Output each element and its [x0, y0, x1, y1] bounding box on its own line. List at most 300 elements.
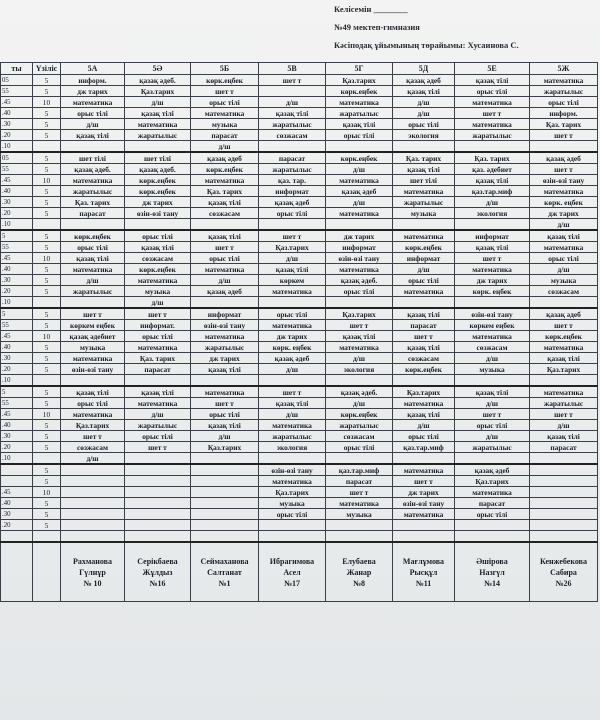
lesson-row [1, 520, 598, 531]
lesson-cell: шет т [259, 230, 326, 242]
column-header: Үзіліс [33, 63, 61, 75]
lesson-cell [455, 297, 530, 309]
lesson-cell [61, 141, 125, 153]
time-cell: .10 [1, 141, 33, 153]
break-cell: 5 [33, 320, 61, 331]
lesson-cell: Қаз. тарих [191, 186, 259, 197]
lesson-cell: шет т [125, 308, 191, 320]
lesson-cell: көрк.еңбек [326, 86, 393, 97]
lesson-cell: д/ш [455, 197, 530, 208]
lesson-cell [530, 141, 598, 153]
lesson-cell [530, 498, 598, 509]
lesson-cell: д/ш [326, 398, 393, 409]
lesson-row [1, 230, 598, 242]
lesson-cell: музыка [259, 498, 326, 509]
lesson-cell [191, 498, 259, 509]
break-cell: 5 [33, 364, 61, 375]
lesson-cell: жаратылыс [259, 119, 326, 130]
lesson-row [1, 342, 598, 353]
lesson-cell: Қаз.тарих [61, 420, 125, 431]
lesson-cell: қазақ тілі [455, 386, 530, 398]
teacher-last: Салтанат [207, 567, 242, 577]
lesson-cell [259, 219, 326, 231]
lesson-cell: дж тарих [530, 208, 598, 219]
lesson-cell: математика [393, 230, 455, 242]
lesson-cell: қазақ әдеб. [326, 386, 393, 398]
lesson-cell: көрк.еңбек [191, 164, 259, 175]
lesson-cell: қазақ тілі [191, 364, 259, 375]
lesson-cell: Қаз. тарих [393, 152, 455, 164]
lesson-cell: қазақ тілі [191, 420, 259, 431]
lesson-cell: жаратылыс [393, 197, 455, 208]
teacher-last: Гүлнұр [79, 567, 106, 577]
lesson-cell: д/ш [125, 409, 191, 420]
lesson-cell: математика [191, 175, 259, 186]
lesson-cell: қазақ тілі [455, 175, 530, 186]
time-cell: .40 [1, 498, 33, 509]
break-cell: 10 [33, 97, 61, 108]
lesson-cell: орыс тілі [530, 253, 598, 264]
lesson-cell [61, 464, 125, 476]
time-cell: .20 [1, 364, 33, 375]
lesson-row [1, 164, 598, 175]
break-cell: 5 [33, 353, 61, 364]
teacher-first: Рахманова [72, 556, 112, 566]
lesson-cell: сөзжасам [326, 431, 393, 442]
lesson-cell: математика [125, 398, 191, 409]
lesson-cell [393, 219, 455, 231]
teacher-first: Мағлұмова [402, 556, 445, 566]
empty-cell [1, 542, 33, 602]
lesson-row [1, 375, 598, 387]
lesson-cell: дж тарих [326, 230, 393, 242]
lesson-cell: орыс тілі [393, 431, 455, 442]
lesson-cell: д/ш [455, 353, 530, 364]
lesson-cell [61, 375, 125, 387]
lesson-cell: музыка [191, 119, 259, 130]
time-cell: 55 [1, 164, 33, 175]
lesson-cell: шет т [191, 86, 259, 97]
lesson-cell: д/ш [191, 431, 259, 442]
lesson-cell: информат [259, 186, 326, 197]
time-cell: .10 [1, 453, 33, 465]
lesson-cell: информат [191, 308, 259, 320]
lesson-cell: қазақ әдеб [259, 197, 326, 208]
break-cell: 5 [33, 342, 61, 353]
lesson-cell: шет т [455, 409, 530, 420]
teacher-first: Серікбаева [137, 556, 178, 566]
time-cell: 05 [1, 75, 33, 86]
lesson-cell: жаратылыс [61, 186, 125, 197]
lesson-cell: қазақ тілі [61, 130, 125, 141]
lesson-cell: көркем еңбек [455, 320, 530, 331]
lesson-cell: қазақ тілі [455, 242, 530, 253]
lesson-cell [191, 509, 259, 520]
lesson-cell: д/ш [326, 164, 393, 175]
lesson-row [1, 531, 598, 543]
lesson-cell: орыс тілі [259, 208, 326, 219]
lesson-row [1, 353, 598, 364]
lesson-row [1, 442, 598, 453]
lesson-cell: орыс тілі [326, 286, 393, 297]
lesson-cell: орыс тілі [191, 409, 259, 420]
lesson-cell [125, 509, 191, 520]
teacher-cell [259, 542, 326, 602]
lesson-cell: Қаз.тарих [393, 386, 455, 398]
lesson-cell: шет т [191, 398, 259, 409]
lesson-cell: қазақ тілі [393, 308, 455, 320]
break-cell [33, 297, 61, 309]
lesson-cell: д/ш [455, 431, 530, 442]
lesson-row [1, 275, 598, 286]
lesson-cell [455, 520, 530, 531]
lesson-cell: сөзжасам [191, 208, 259, 219]
lesson-cell: математика [259, 420, 326, 431]
lesson-cell [191, 375, 259, 387]
lesson-cell: экология [393, 130, 455, 141]
lesson-cell: шет т [191, 242, 259, 253]
time-cell: .45 [1, 97, 33, 108]
lesson-cell: шет т [530, 320, 598, 331]
break-cell [33, 141, 61, 153]
break-cell: 5 [33, 476, 61, 487]
lesson-cell: музыка [530, 275, 598, 286]
lesson-cell [530, 464, 598, 476]
lesson-cell: өзін-өзі тану [61, 364, 125, 375]
school-name: №49 мектеп-гимназия [334, 22, 420, 32]
lesson-cell: д/ш [393, 264, 455, 275]
break-cell: 5 [33, 431, 61, 442]
lesson-cell: информ. [61, 75, 125, 86]
lesson-cell: жаратылыс [259, 431, 326, 442]
teacher-room: №16 [149, 578, 166, 588]
lesson-cell: Қаз.тарих [455, 476, 530, 487]
time-cell: .20 [1, 130, 33, 141]
time-cell: .30 [1, 275, 33, 286]
break-cell [33, 453, 61, 465]
lesson-row [1, 186, 598, 197]
lesson-cell: көрк.еңбек [125, 264, 191, 275]
lesson-cell: Қаз.тарих [125, 86, 191, 97]
break-cell: 5 [33, 208, 61, 219]
lesson-cell: орыс тілі [326, 130, 393, 141]
lesson-cell: д/ш [191, 275, 259, 286]
lesson-cell: сөзжасам [259, 130, 326, 141]
lesson-cell: көрк.еңбек [61, 230, 125, 242]
break-cell: 5 [33, 286, 61, 297]
lesson-cell: экология [326, 364, 393, 375]
lesson-cell: парасат [393, 320, 455, 331]
time-cell: .10 [1, 297, 33, 309]
lesson-cell: қазақ әдеб. [125, 75, 191, 86]
lesson-cell [455, 219, 530, 231]
lesson-cell [326, 375, 393, 387]
break-cell: 10 [33, 409, 61, 420]
lesson-cell: музыка [326, 509, 393, 520]
break-cell: 5 [33, 386, 61, 398]
column-header: 5Ә [125, 63, 191, 75]
lesson-cell: қаз. әдебиет [455, 164, 530, 175]
lesson-cell: орыс тілі [125, 230, 191, 242]
time-cell: 5 [1, 386, 33, 398]
lesson-cell: жаратылыс [191, 342, 259, 353]
time-cell: .30 [1, 119, 33, 130]
empty-cell [33, 542, 61, 602]
lesson-cell: математика [530, 342, 598, 353]
lesson-cell: д/ш [530, 264, 598, 275]
lesson-row [1, 108, 598, 119]
lesson-cell [125, 531, 191, 543]
break-cell [33, 531, 61, 543]
lesson-cell: қазақ тілі [393, 342, 455, 353]
teacher-cell [455, 542, 530, 602]
lesson-cell: қазақ тілі [259, 108, 326, 119]
lesson-cell: қазақ әдеб [393, 75, 455, 86]
lesson-row [1, 398, 598, 409]
lesson-cell: д/ш [125, 297, 191, 309]
lesson-cell: көрк.еңбек [125, 186, 191, 197]
lesson-cell: қазақ әдеб. [61, 164, 125, 175]
teacher-last: Жұлдыз [142, 567, 173, 577]
lesson-cell: орыс тілі [61, 242, 125, 253]
time-cell: .30 [1, 353, 33, 364]
lesson-cell: Қаз.тарих [191, 442, 259, 453]
lesson-cell [191, 453, 259, 465]
lesson-cell: д/ш [125, 97, 191, 108]
lesson-cell [393, 141, 455, 153]
lesson-cell [125, 219, 191, 231]
lesson-cell: дж тарих [125, 197, 191, 208]
teacher-last: Асел [283, 567, 301, 577]
lesson-cell: музыка [61, 342, 125, 353]
lesson-cell: д/ш [61, 275, 125, 286]
union-chair: Кәсіподақ ұйымының төрайымы: Хусаинова С. [334, 40, 519, 50]
teacher-first: Ибрагимова [269, 556, 315, 566]
column-header: 5А [61, 63, 125, 75]
lesson-cell: қазақ тілі [125, 108, 191, 119]
lesson-cell [61, 297, 125, 309]
lesson-cell [259, 86, 326, 97]
lesson-cell: орыс тілі [259, 509, 326, 520]
lesson-cell: қаз. тар. [259, 175, 326, 186]
lesson-cell [125, 375, 191, 387]
lesson-cell [125, 464, 191, 476]
time-cell [1, 464, 33, 476]
lesson-cell: математика [125, 119, 191, 130]
break-cell: 10 [33, 331, 61, 342]
lesson-cell [191, 297, 259, 309]
lesson-cell: математика [326, 264, 393, 275]
teacher-last: Назгүл [479, 567, 505, 577]
lesson-row [1, 197, 598, 208]
time-cell: 55 [1, 86, 33, 97]
lesson-cell: математика [326, 498, 393, 509]
break-cell: 5 [33, 197, 61, 208]
break-cell: 5 [33, 509, 61, 520]
lesson-cell: парасат [530, 442, 598, 453]
break-cell: 5 [33, 230, 61, 242]
lesson-row [1, 242, 598, 253]
lesson-cell [455, 375, 530, 387]
lesson-row [1, 364, 598, 375]
lesson-cell: орыс тілі [455, 420, 530, 431]
lesson-cell: өзін-өзі тану [191, 320, 259, 331]
time-cell: .30 [1, 509, 33, 520]
lesson-cell [326, 520, 393, 531]
lesson-cell: қаз.тар.миф [393, 442, 455, 453]
lesson-cell: көрк.еңбек [393, 364, 455, 375]
teacher-last: Рысқұл [409, 567, 438, 577]
time-cell: .20 [1, 520, 33, 531]
lesson-cell: орыс тілі [326, 442, 393, 453]
lesson-cell: информат [455, 230, 530, 242]
teacher-last: Сабира [550, 567, 577, 577]
break-cell: 5 [33, 75, 61, 86]
lesson-cell: жаратылыс [259, 164, 326, 175]
break-cell: 10 [33, 487, 61, 498]
lesson-cell: дж тарих [393, 487, 455, 498]
lesson-cell: шет т [530, 164, 598, 175]
lesson-cell: дж тарих [61, 86, 125, 97]
lesson-cell: қаз.тар.миф [455, 186, 530, 197]
lesson-cell: математика [455, 487, 530, 498]
column-header: 5Ж [530, 63, 598, 75]
time-cell: .45 [1, 409, 33, 420]
lesson-cell [326, 219, 393, 231]
break-cell: 5 [33, 498, 61, 509]
lesson-cell: парасат [326, 476, 393, 487]
lesson-cell: сөзжасам [393, 353, 455, 364]
lesson-cell: көрк.еңбек [326, 409, 393, 420]
lesson-cell: қазақ тілі [326, 331, 393, 342]
teacher-room: №1 [218, 578, 231, 588]
break-cell: 5 [33, 130, 61, 141]
lesson-cell: орыс тілі [125, 431, 191, 442]
lesson-cell: қазақ тілі [61, 386, 125, 398]
lesson-cell: қазақ тілі [393, 409, 455, 420]
lesson-cell: математика [125, 342, 191, 353]
lesson-cell: қазақ тілі [530, 431, 598, 442]
teacher-room: № 10 [83, 578, 102, 588]
lesson-cell: математика [326, 97, 393, 108]
lesson-cell: Қаз.тарих [259, 487, 326, 498]
lesson-cell [530, 531, 598, 543]
lesson-cell: қазақ тілі [61, 253, 125, 264]
lesson-cell: математика [191, 331, 259, 342]
lesson-cell [125, 453, 191, 465]
lesson-cell: математика [259, 476, 326, 487]
lesson-cell: қазақ тілі [393, 86, 455, 97]
break-cell: 5 [33, 119, 61, 130]
lesson-cell [455, 453, 530, 465]
lesson-cell: д/ш [259, 409, 326, 420]
lesson-row [1, 152, 598, 164]
teacher-cell [530, 542, 598, 602]
time-cell: .45 [1, 331, 33, 342]
timetable [0, 62, 598, 602]
lesson-cell: сөзжасам [61, 442, 125, 453]
lesson-cell [393, 531, 455, 543]
lesson-cell: Қаз.тарих [530, 364, 598, 375]
lesson-cell: математика [61, 175, 125, 186]
time-cell: .40 [1, 264, 33, 275]
lesson-cell [191, 487, 259, 498]
lesson-cell: қазақ тілі [259, 398, 326, 409]
lesson-cell: қазақ әдеб. [125, 164, 191, 175]
lesson-cell: қазақ тілі [326, 119, 393, 130]
lesson-cell: орыс тілі [530, 97, 598, 108]
lesson-cell [530, 476, 598, 487]
lesson-cell: математика [530, 386, 598, 398]
lesson-cell: математика [455, 264, 530, 275]
lesson-cell [191, 520, 259, 531]
lesson-cell: информ. [530, 108, 598, 119]
lesson-cell [125, 141, 191, 153]
teacher-room: №14 [483, 578, 501, 588]
lesson-cell: математика [61, 409, 125, 420]
time-cell: .40 [1, 342, 33, 353]
lesson-cell: қазақ әдеб [259, 353, 326, 364]
lesson-cell [259, 297, 326, 309]
teacher-first: Кенжебекова [540, 556, 587, 566]
lesson-cell: шет т [125, 442, 191, 453]
time-cell: .20 [1, 286, 33, 297]
lesson-cell: д/ш [259, 253, 326, 264]
teacher-room: №17 [283, 578, 301, 588]
lesson-cell [455, 141, 530, 153]
time-cell: 5 [1, 308, 33, 320]
lesson-row [1, 253, 598, 264]
lesson-cell: жаратылыс [61, 286, 125, 297]
lesson-row [1, 297, 598, 309]
break-cell: 10 [33, 175, 61, 186]
lesson-cell: шет тілі [125, 152, 191, 164]
teacher-room: №26 [555, 578, 572, 588]
break-cell [33, 219, 61, 231]
column-header: 5Б [191, 63, 259, 75]
lesson-cell: жаратылыс [125, 420, 191, 431]
lesson-cell: қазақ тілі [125, 242, 191, 253]
lesson-cell [125, 498, 191, 509]
lesson-cell: музыка [125, 286, 191, 297]
lesson-row [1, 453, 598, 465]
lesson-cell: д/ш [191, 141, 259, 153]
lesson-cell [455, 531, 530, 543]
lesson-cell [393, 520, 455, 531]
lesson-cell: шет т [393, 331, 455, 342]
teacher-first: Сеймаханова [200, 556, 249, 566]
lesson-cell: математика [393, 398, 455, 409]
lesson-cell: Қаз. тарих [455, 152, 530, 164]
lesson-cell: математика [326, 208, 393, 219]
break-cell: 5 [33, 420, 61, 431]
lesson-cell [530, 487, 598, 498]
lesson-row [1, 487, 598, 498]
lesson-cell: қазақ тілі [191, 230, 259, 242]
lesson-cell [61, 531, 125, 543]
lesson-cell: шет тілі [393, 175, 455, 186]
lesson-cell: жаратылыс [530, 86, 598, 97]
lesson-cell: дж тарих [455, 275, 530, 286]
lesson-cell: математика [530, 242, 598, 253]
lesson-cell: математика [393, 286, 455, 297]
lesson-cell [191, 464, 259, 476]
lesson-row [1, 386, 598, 398]
lesson-cell: қазақ әдеб [191, 152, 259, 164]
lesson-cell: Қаз.тарих [326, 308, 393, 320]
time-cell: .45 [1, 253, 33, 264]
time-cell: .30 [1, 431, 33, 442]
